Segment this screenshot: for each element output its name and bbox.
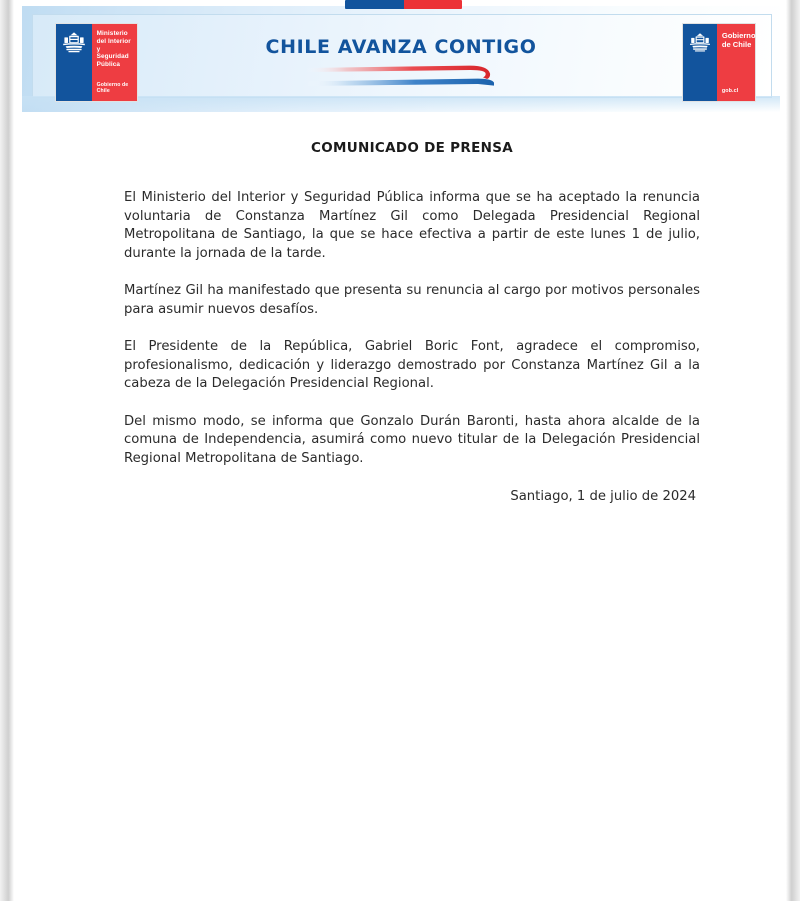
top-accent-bar <box>345 0 462 9</box>
paragraph-1: El Ministerio del Interior y Seguridad Pública informa que se ha aceptado la renuncia voluntaria de Constanza Martínez Gil como Delegada Presidencial Regional Metropolitana de Santiago, la que se hace efectiva a partir de este lunes 1 de julio, durante la jornada de la tarde. <box>124 190 700 261</box>
banner-slogan <box>22 36 780 58</box>
gobierno-name-label: Gobierno de Chile <box>721 31 756 49</box>
paragraph-2: Martínez Gil ha manifestado que presenta su renuncia al cargo por motivos personales para asumir nuevos desafíos. <box>124 283 700 317</box>
slogan-text: CHILE AVANZA CONTIGO <box>265 36 537 58</box>
accent-bar-blue-segment <box>345 0 404 9</box>
ministerio-interior-logo <box>55 23 138 102</box>
chile-coat-of-arms-icon <box>687 32 713 59</box>
gob-cl-label: gob.cl <box>721 88 739 94</box>
page-edge-left <box>0 0 14 901</box>
flag-swoosh-graphic <box>302 63 500 96</box>
logo-red-panel <box>717 24 755 101</box>
logo-blue-panel <box>683 24 717 101</box>
paragraph-4: Del mismo modo, se informa que Gonzalo Durán Baronti, hasta ahora alcalde de la comuna de Independencia, asumirá como nuevo titular de la Delegación Presidencial Regional Metropolitana de Santiago. <box>124 413 700 466</box>
gobierno-de-chile-logo <box>682 23 756 102</box>
accent-bar-red-segment <box>404 0 463 9</box>
page-title: COMUNICADO DE PRENSA <box>311 140 513 156</box>
press-release-content <box>124 140 700 507</box>
page-edge-right <box>786 0 800 901</box>
paragraph-3: El Presidente de la República, Gabriel Boric Font, agradece el compromiso, profesionalismo, dedicación y liderazgo demostrado por Constanza Martínez Gil a la cabeza de la Delegación Presidencial Regional. <box>124 339 700 391</box>
signature-location-date: Santiago, 1 de julio de 2024 <box>510 489 696 504</box>
document-page <box>14 0 786 901</box>
ministry-name-label: Ministerio del Interior y Seguridad Pública <box>96 30 131 69</box>
header-banner <box>22 6 780 112</box>
ministry-footer-label: Gobierno de Chile <box>96 82 129 94</box>
